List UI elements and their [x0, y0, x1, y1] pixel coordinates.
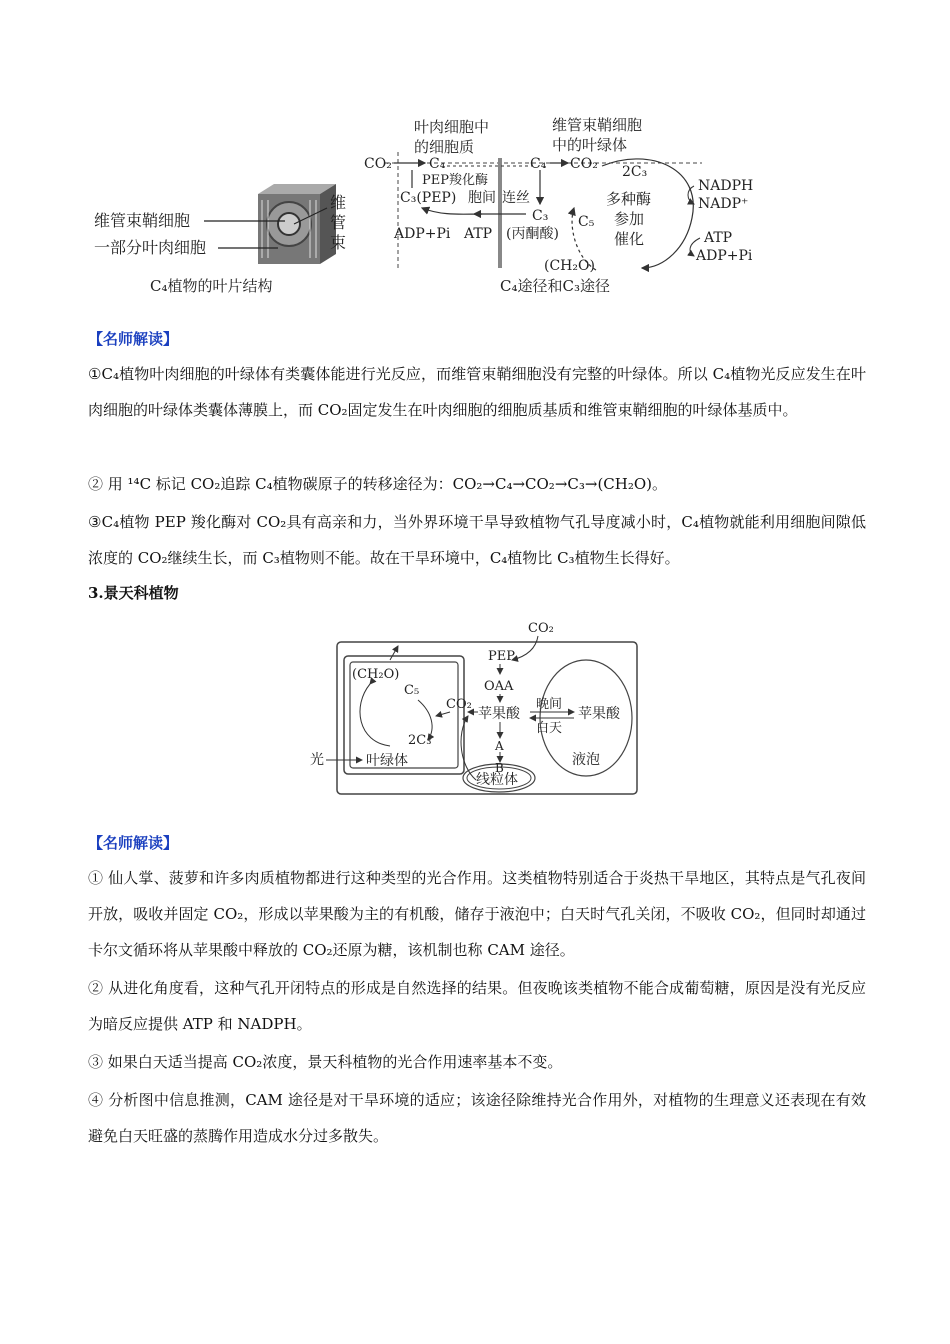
adp-pi-right: ADP+Pi: [696, 248, 753, 264]
cam-c5: C₅: [404, 683, 420, 698]
section2-paragraph-1: ① 仙人掌、菠萝和许多肉质植物都进行这种类型的光合作用。这类植物特别适合于炎热干旱地区，其特点是气孔夜间开放，吸收并固定 CO₂，形成以苹果酸为主的有机酸，储存于液泡中；白天时气孔关闭，不吸收 CO₂，但同时却通过卡尔文循环将从苹果酸中释放的 CO₂还原为糖，该机制也称 CAM 途径。: [88, 869, 866, 959]
cam-mitochondria: 线粒体: [476, 772, 518, 788]
cam-oaa: OAA: [484, 679, 514, 694]
plasmodesmata-1: 胞间: [468, 190, 496, 206]
nadp: NADP⁺: [698, 196, 749, 212]
ch2o: (CH₂O): [544, 258, 595, 274]
section1-heading: 【名师解读】: [88, 330, 179, 348]
section1-paragraph-1: ①C₄植物叶肉细胞的叶绿体有类囊体能进行光反应，而维管束鞘细胞没有完整的叶绿体。所以 C₄植物光反应发生在叶肉细胞的叶绿体类囊体薄膜上，而 CO₂固定发生在叶肉细胞的细胞质基质和维管束鞘细胞的叶绿体基质中。: [88, 365, 866, 419]
cam-malate-right: 苹果酸: [578, 706, 620, 722]
section1-paragraph-3: ③C₄植物 PEP 羧化酶对 CO₂具有高亲和力，当外界环境干旱导致植物气孔导度减小时，C₄植物就能利用细胞间隙低浓度的 CO₂继续生长，而 C₃植物则不能。故在干旱环境中，C₄植物比 C₃植物生长得好。: [88, 513, 866, 567]
cam-day: 白天: [536, 721, 563, 736]
leaf-structure-image: [258, 184, 336, 264]
c3-pyruvate: C₃: [532, 208, 549, 224]
cam-ch2o: (CH₂O): [352, 667, 400, 682]
label-bundle-sheath: 维管束鞘细胞: [94, 211, 191, 230]
section2-paragraph-4: ④ 分析图中信息推测，CAM 途径是对干旱环境的适应；该途径除维持光合作用外，对植物的生理意义还表现在有效避免白天旺盛的蒸腾作用造成水分过多散失。: [88, 1091, 866, 1145]
enzymes-2: 参加: [614, 210, 645, 228]
c3-pep: C₃(PEP): [400, 190, 457, 206]
atp-left: ATP: [464, 226, 493, 242]
cam-night: 晚间: [536, 697, 563, 712]
caption-leaf-structure: C₄植物的叶片结构: [150, 277, 273, 295]
header-bundle-2: 中的叶绿体: [552, 136, 628, 154]
header-mesophyll-2: 的细胞质: [414, 138, 475, 156]
atp-right: ATP: [704, 230, 733, 246]
section2-title: 3.景天科植物: [88, 584, 179, 602]
header-bundle-1: 维管束鞘细胞: [552, 116, 643, 134]
label-mesophyll: 一部分叶肉细胞: [94, 238, 207, 257]
cam-pep: PEP: [488, 649, 515, 664]
cam-co2-mid: CO₂: [446, 697, 472, 712]
cam-b: B: [495, 761, 504, 775]
cam-vacuole: 液泡: [572, 752, 600, 768]
section2-paragraph-2: ② 从进化角度看，这种气孔开闭特点的形成是自然选择的结果。但夜晚该类植物不能合成葡萄糖，原因是没有光反应为暗反应提供 ATP 和 NADPH。: [88, 979, 866, 1033]
c4-figure: [82, 108, 782, 308]
section2-paragraph-3: ③ 如果白天适当提高 CO₂浓度，景天科植物的光合作用速率基本不变。: [88, 1053, 563, 1071]
header-mesophyll-1: 叶肉细胞中: [414, 118, 490, 136]
label-vascular-2: 管: [330, 213, 347, 232]
cam-malate-left: 苹果酸: [478, 706, 520, 722]
cam-chloroplast: 叶绿体: [366, 753, 408, 769]
two-c3: 2C₃: [622, 164, 648, 180]
caption-pathway: C₄途径和C₃途径: [500, 277, 610, 295]
adp-pi-left: ADP+Pi: [394, 226, 451, 242]
c4-left: C₄: [429, 156, 446, 172]
c5: C₅: [578, 214, 595, 230]
plasmodesmata-2: 连丝: [502, 190, 530, 206]
section1-paragraph-2: ② 用 ¹⁴C 标记 CO₂追踪 C₄植物碳原子的转移途径为：CO₂→C₄→CO₂→C₃→(CH₂O)。: [88, 475, 668, 493]
cam-light: 光: [310, 752, 324, 768]
enzymes-1: 多种酶: [606, 190, 652, 208]
enzymes-3: 催化: [614, 230, 645, 248]
enzyme-pep-carboxylase: PEP羧化酶: [422, 173, 488, 188]
cam-figure: [300, 616, 650, 806]
cam-a: A: [495, 739, 504, 753]
co2-in: CO₂: [364, 156, 392, 172]
pyruvate: (丙酮酸): [506, 226, 559, 242]
label-vascular-3: 束: [330, 233, 347, 252]
co2-right: CO₂: [570, 156, 598, 172]
cam-co2-top: CO₂: [528, 621, 554, 636]
label-vascular-1: 维: [330, 193, 347, 212]
c4-right: C₄: [530, 156, 547, 172]
cam-two-c3: 2C₃: [408, 733, 432, 748]
nadph: NADPH: [698, 178, 754, 194]
section2-heading: 【名师解读】: [88, 834, 179, 852]
